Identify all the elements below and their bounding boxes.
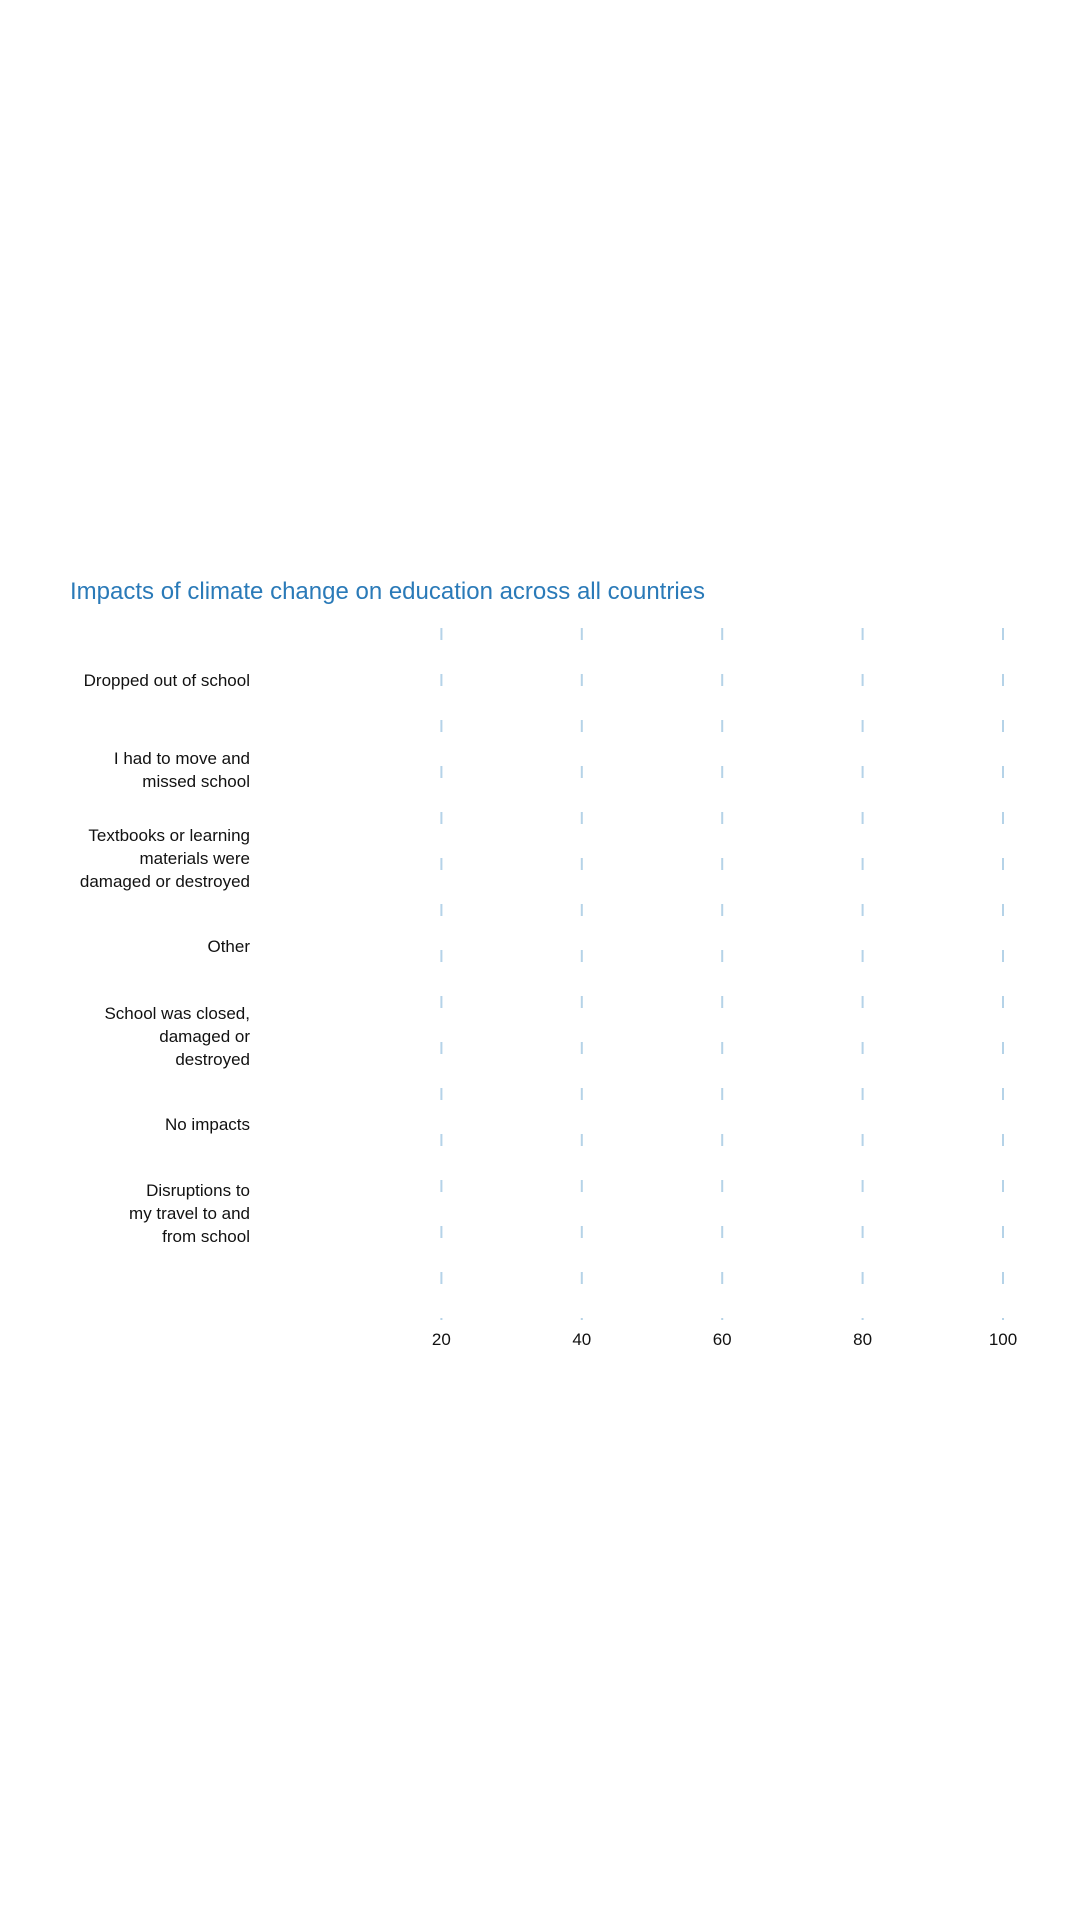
x-tick-label-60: 60 <box>712 1330 732 1349</box>
x-tick-label-100: 100 <box>988 1330 1018 1349</box>
category-label-5: No impacts <box>164 1114 250 1134</box>
chart-title: Impacts of climate change on education across all countries <box>70 578 706 605</box>
x-tick-label-20: 20 <box>431 1330 451 1349</box>
category-label-0: Dropped out of school <box>83 670 250 690</box>
category-label-4: School was closed, damaged or destroyed <box>104 1003 250 1069</box>
category-label-1: I had to move and missed school <box>113 749 250 791</box>
category-label-2: Textbooks or learning materials were damaged or destroyed <box>79 825 250 891</box>
category-label-6: Disruptions to my travel to and from school <box>129 1180 250 1246</box>
x-tick-label-40: 40 <box>572 1330 592 1349</box>
category-label-3: Other <box>207 936 250 956</box>
x-tick-label-80: 80 <box>853 1330 873 1349</box>
